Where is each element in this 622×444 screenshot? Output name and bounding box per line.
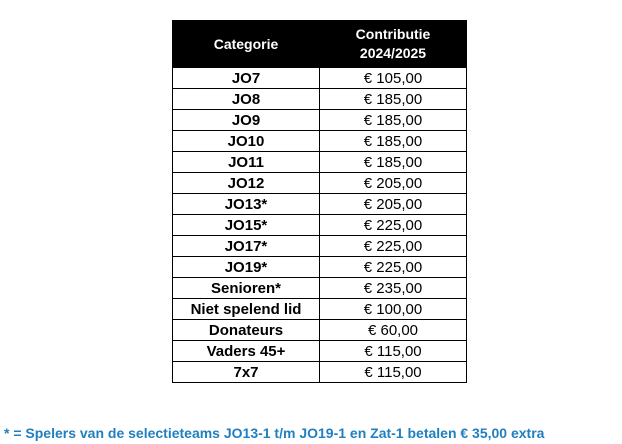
fee-table: [172, 20, 467, 383]
fee-cell: € 185,00: [320, 131, 467, 152]
category-cell: JO19*: [173, 257, 320, 278]
header-fee-line1: Contributie: [355, 26, 431, 42]
category-cell: JO11: [173, 152, 320, 173]
table-row: [173, 194, 467, 215]
category-cell: JO13*: [173, 194, 320, 215]
table-row: [173, 278, 467, 299]
category-cell: Vaders 45+: [173, 341, 320, 362]
fee-cell: € 235,00: [320, 278, 467, 299]
header-fee-line2: 2024/2025: [359, 45, 427, 61]
fee-cell: € 185,00: [320, 89, 467, 110]
fee-table-body: [173, 68, 467, 383]
category-cell: Niet spelend lid: [173, 299, 320, 320]
footnote: * = Spelers van de selectieteams JO13-1 t/m JO19-1 en Zat-1 betalen € 35,00 extra: [4, 425, 545, 441]
table-row: [173, 341, 467, 362]
header-category-label: Categorie: [213, 35, 279, 52]
fee-table-header: [173, 21, 467, 68]
header-category: [173, 21, 320, 68]
fee-cell: € 105,00: [320, 68, 467, 89]
table-row: [173, 320, 467, 341]
fee-cell: € 205,00: [320, 173, 467, 194]
table-row: [173, 257, 467, 278]
fee-cell: € 60,00: [320, 320, 467, 341]
fee-cell: € 115,00: [320, 362, 467, 383]
category-cell: JO12: [173, 173, 320, 194]
header-row: [173, 21, 467, 68]
category-cell: Senioren*: [173, 278, 320, 299]
header-fee: [320, 21, 467, 68]
category-cell: 7x7: [173, 362, 320, 383]
category-cell: JO17*: [173, 236, 320, 257]
table-row: [173, 131, 467, 152]
table-row: [173, 110, 467, 131]
fee-cell: € 185,00: [320, 152, 467, 173]
category-cell: JO7: [173, 68, 320, 89]
table-row: [173, 152, 467, 173]
fee-cell: € 225,00: [320, 257, 467, 278]
table-row: [173, 299, 467, 320]
fee-cell: € 100,00: [320, 299, 467, 320]
category-cell: JO10: [173, 131, 320, 152]
table-row: [173, 362, 467, 383]
fee-cell: € 185,00: [320, 110, 467, 131]
fee-cell: € 205,00: [320, 194, 467, 215]
table-row: [173, 236, 467, 257]
fee-cell: € 225,00: [320, 236, 467, 257]
table-row: [173, 215, 467, 236]
category-cell: Donateurs: [173, 320, 320, 341]
table-row: [173, 68, 467, 89]
fee-cell: € 115,00: [320, 341, 467, 362]
category-cell: JO9: [173, 110, 320, 131]
category-cell: JO15*: [173, 215, 320, 236]
table-row: [173, 173, 467, 194]
category-cell: JO8: [173, 89, 320, 110]
table-row: [173, 89, 467, 110]
fee-cell: € 225,00: [320, 215, 467, 236]
